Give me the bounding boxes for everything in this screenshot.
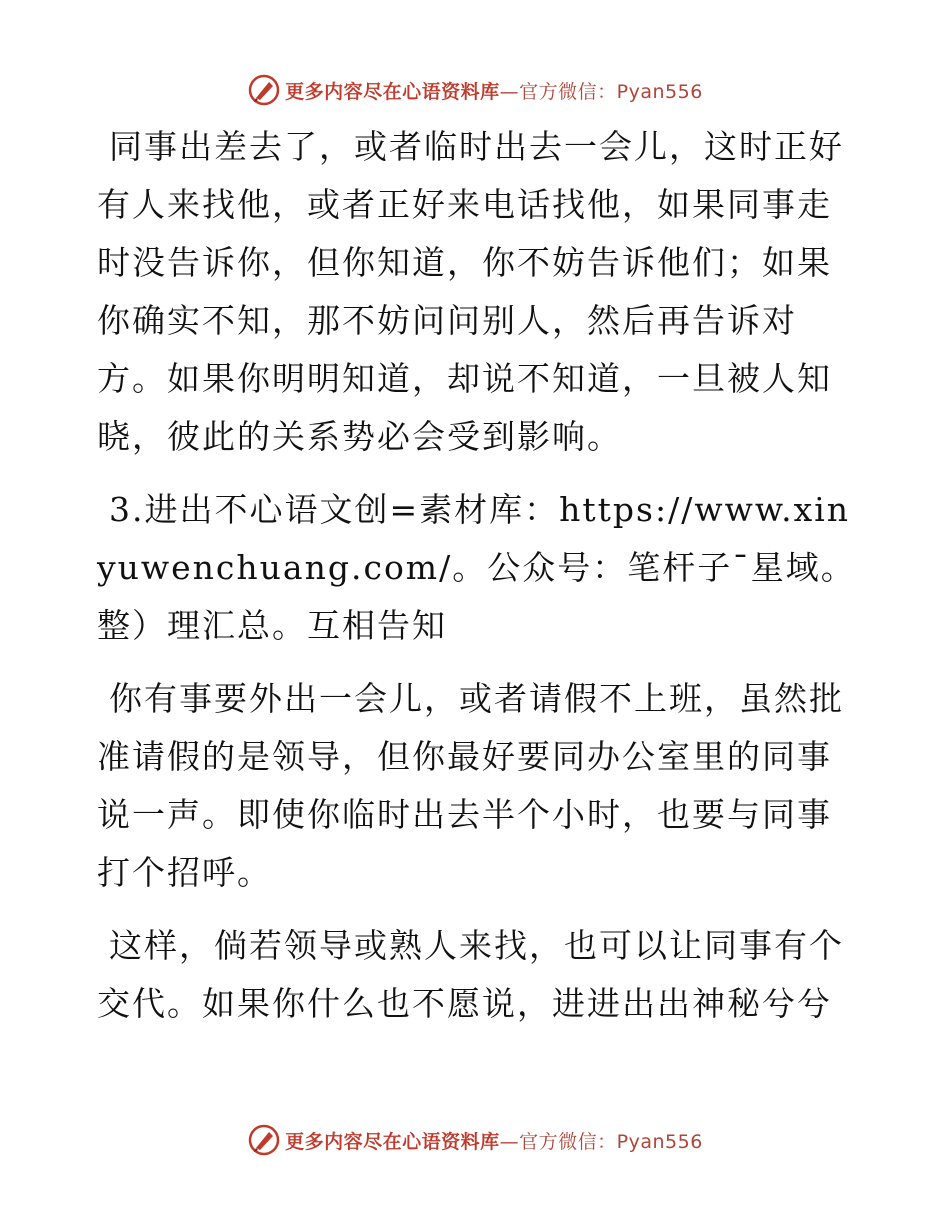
paragraph-3: 你有事要外出一会儿，或者请假不上班，虽然批准请假的是领导，但你最好要同办公室里的同事说一声。即使你临时出去半个小时，也要与同事打个招呼。 <box>97 679 844 892</box>
header-banner-contact: —官方微信：Pyan556 <box>499 80 703 103</box>
paragraph-2-heading: 3.进出不心语文创=素材库：https://www.xinyuwenchuang.com/。公众号：笔杆子¯星域。整）理汇总。互相告知 <box>97 490 856 645</box>
footer-banner-contact: —官方微信：Pyan556 <box>499 1130 703 1153</box>
paragraph-1: 同事出差去了，或者临时出去一会儿，这时正好有人来找他，或者正好来电话找他，如果同事走时没告诉你，但你知道，你不妨告诉他们；如果你确实不知，那不妨问问别人，然后再告诉对方。如果你明明知道，却说不知道，一旦被人知晓，彼此的关系势必会受到影响。 <box>97 127 844 456</box>
paragraph-4: 这样，倘若领导或熟人来找，也可以让同事有个交代。如果你什么也不愿说，进进出出神秘兮兮 <box>97 926 844 1023</box>
header-banner-site-text: 更多内容尽在心语资料库 <box>285 80 500 103</box>
document-body <box>97 118 857 1048</box>
header-banner <box>0 70 950 110</box>
pen-logo-icon <box>247 1123 281 1157</box>
footer-banner <box>0 1120 950 1160</box>
pen-logo-icon <box>247 73 281 107</box>
footer-banner-site-text: 更多内容尽在心语资料库 <box>285 1130 500 1153</box>
